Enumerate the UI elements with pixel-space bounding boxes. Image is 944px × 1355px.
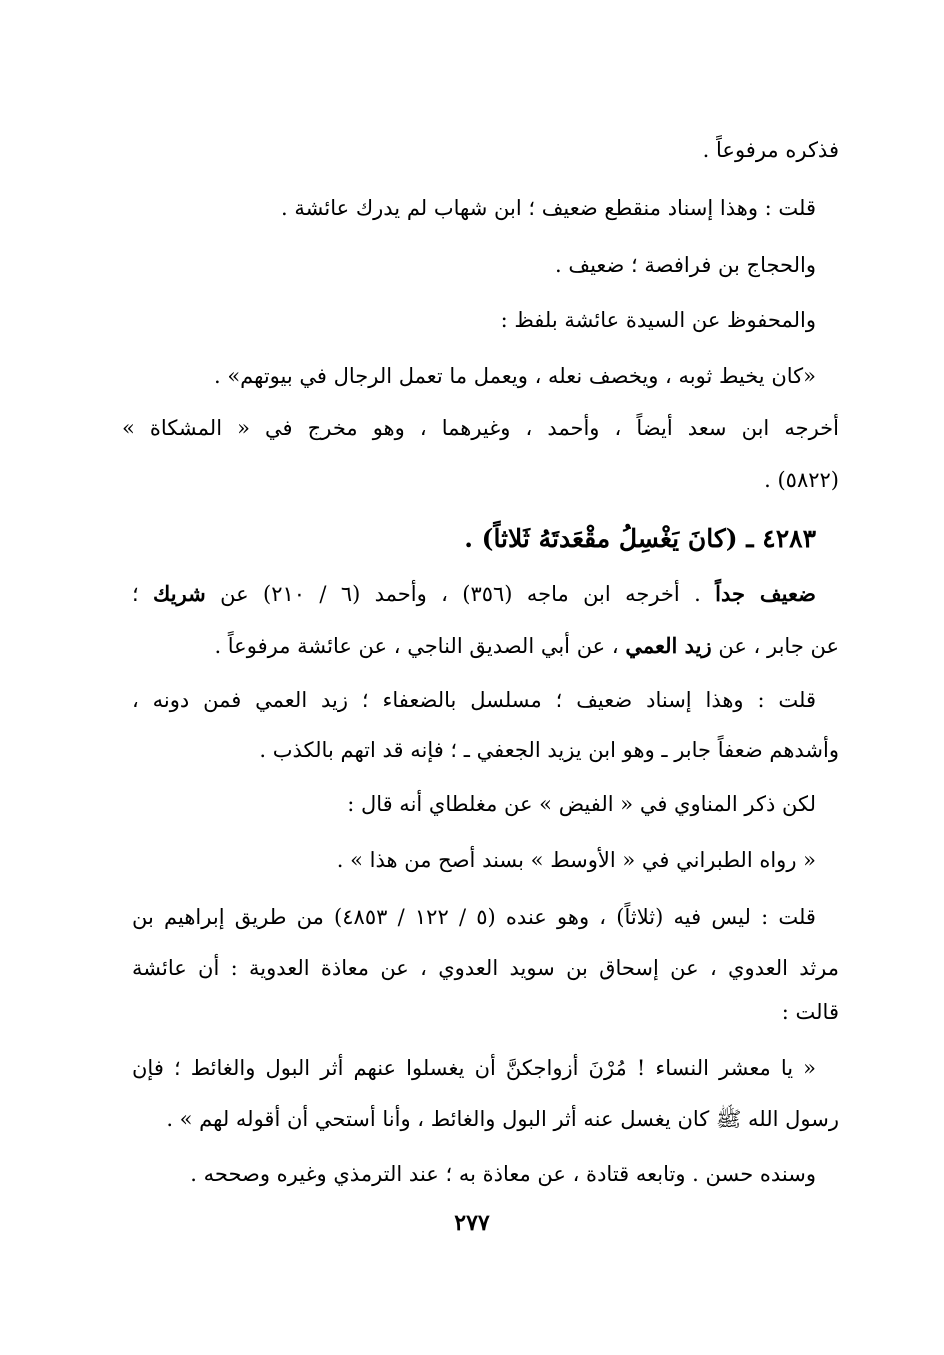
text-line: لكن ذكر المناوي في « الفيض » عن مغلطاي أنه قال :: [347, 792, 816, 816]
text-line: قلت : ليس فيه (ثلاثاً) ، وهو عنده (٥ / ١٢٢ / ٤٨٥٣) من طريق إبراهيم بن: [132, 905, 816, 929]
text-line: قلت : وهذا إسناد منقطع ضعيف ؛ ابن شهاب لم يدرك عائشة .: [281, 196, 816, 220]
text-line: (٥٨٢٢) .: [764, 468, 839, 492]
narrator-name: زيد العمي: [625, 633, 712, 658]
text-span: عن جابر ، عن: [711, 634, 839, 658]
quoted-hadith-line: رسول الله ﷺ كان يغسل عنه أثر البول والغائط ، وأنا أستحي أن أقوله لهم » .: [166, 1107, 839, 1131]
quoted-hadith-line: « يا معشر النساء ! مُرْنَ أزواجكنَّ أن يغسلوا عنهم أثر البول والغائط ؛ فإن: [132, 1056, 816, 1080]
page-number: ٢٧٧: [454, 1210, 490, 1236]
text-line: قالت :: [781, 1000, 839, 1024]
text-line: مرثد العدوي ، عن إسحاق بن سويد العدوي ، عن معاذة العدوية : أن عائشة: [132, 956, 839, 980]
text-line: « رواه الطبراني في « الأوسط » بسند أصح من هذا » .: [336, 848, 816, 872]
narrator-name: شريك: [153, 581, 206, 606]
text-span: . أخرجه ابن ماجه (٣٥٦) ، وأحمد (٦ / ٢١٠) عن: [205, 582, 716, 606]
text-line: فذكره مرفوعاً .: [702, 138, 839, 162]
text-span: ؛: [132, 582, 154, 606]
grading-label: ضعيف جداً: [715, 581, 816, 606]
text-line: وسنده حسن . وتابعه قتادة ، عن معاذة به ؛ عند الترمذي وغيره وصححه .: [190, 1162, 816, 1186]
text-line: قلت : وهذا إسناد ضعيف ؛ مسلسل بالضعفاء ؛ زيد العمي فمن دونه ،: [132, 688, 816, 712]
text-line: [214, 631, 839, 661]
text-line: [132, 579, 816, 609]
hadith-heading: ٤٢٨٣ ـ (كانَ يَغْسِلُ مقْعَدتَهُ ثَلاثاً) .: [464, 524, 816, 553]
text-line: وأشدهم ضعفاً جابر ـ وهو ابن يزيد الجعفي ـ ؛ فإنه قد اتهم بالكذب .: [259, 738, 839, 762]
text-line: والحجاج بن فرافصة ؛ ضعيف .: [554, 253, 816, 277]
quoted-hadith-line: «كان يخيط ثوبه ، ويخصف نعله ، ويعمل ما تعمل الرجال في بيوتهم» .: [213, 364, 816, 388]
text-span: ، عن أبي الصديق الناجي ، عن عائشة مرفوعاً .: [214, 634, 626, 658]
text-line: والمحفوظ عن السيدة عائشة بلفظ :: [500, 308, 816, 332]
text-line: أخرجه ابن سعد أيضاً ، وأحمد ، وغيرهما ، وهو مخرج في « المشكاة »: [122, 416, 839, 440]
